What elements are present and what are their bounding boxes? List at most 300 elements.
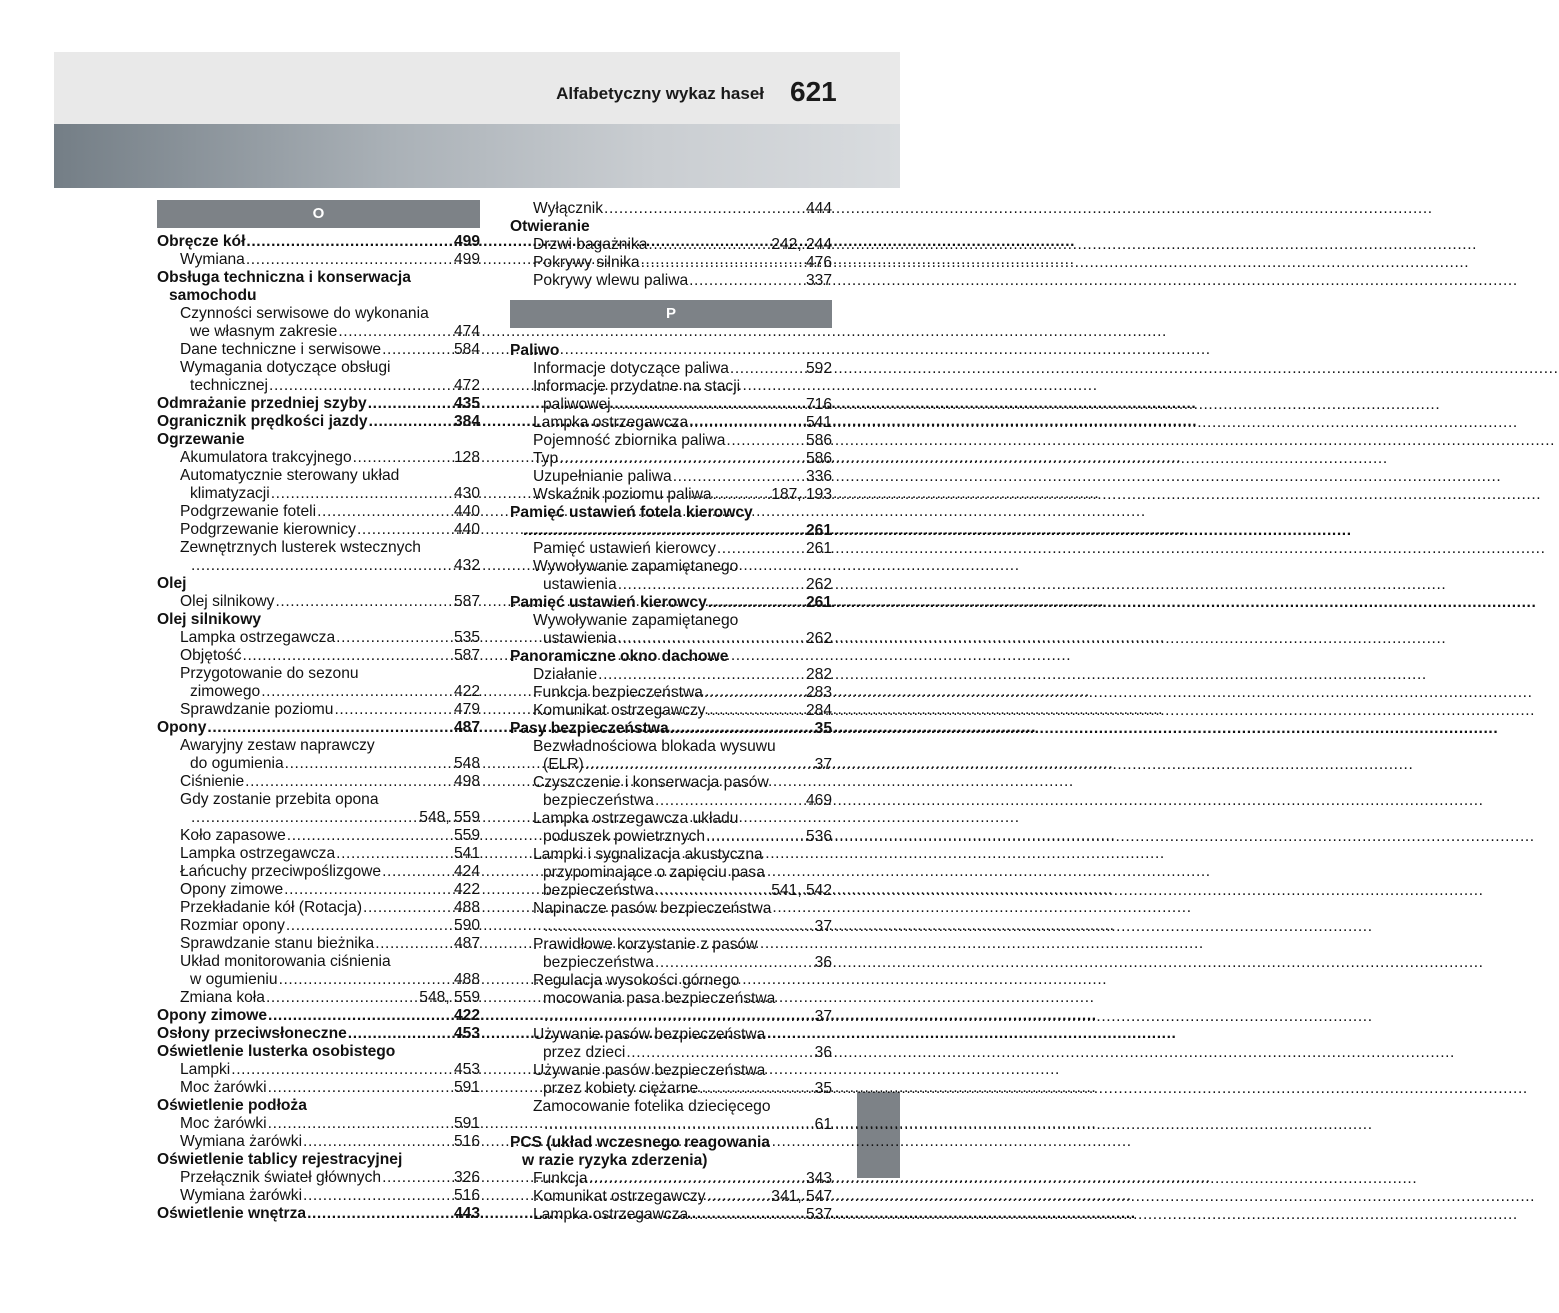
index-sub-entry — [157, 377, 480, 395]
section-header-o: O — [157, 200, 480, 228]
index-sub-entry — [157, 971, 480, 989]
index-main-entry — [510, 218, 832, 236]
page-reference: 440 — [453, 521, 480, 538]
index-sub-entry — [510, 990, 832, 1008]
dot-leader — [303, 1133, 453, 1151]
entry-label: Obręcze kół — [157, 233, 246, 250]
index-sub-entry — [510, 1008, 832, 1026]
dot-leader — [626, 1044, 813, 1062]
entry-label: Odmrażanie przedniej szyby — [157, 395, 367, 412]
dot-leader — [191, 809, 418, 827]
dot-leader — [207, 719, 453, 737]
entry-label: Łańcuchy przeciwpoślizgowe — [180, 863, 382, 880]
index-main-entry — [157, 1007, 480, 1025]
page-reference: 37 — [814, 756, 832, 773]
page-reference: 548, 559 — [419, 989, 480, 1006]
page-reference: 479 — [453, 701, 480, 718]
entry-label: bezpieczeństwa — [543, 882, 654, 899]
page-reference: 586 — [805, 450, 832, 467]
dot-leader — [726, 432, 805, 450]
dot-leader — [285, 755, 453, 773]
page-reference: 498 — [453, 773, 480, 790]
index-sub-entry — [510, 432, 832, 450]
page-reference: 440 — [453, 503, 480, 520]
page-reference: 242, 244 — [771, 236, 832, 253]
dot-leader — [713, 486, 766, 504]
entry-label: bezpieczeństwa — [543, 954, 654, 971]
dot-leader — [231, 1061, 453, 1079]
index-main-entry — [510, 720, 832, 738]
entry-label: Pokrywy silnika — [533, 254, 640, 271]
index-sub-entry — [510, 558, 832, 576]
index-main-entry — [510, 342, 832, 360]
index-sub-entry — [510, 846, 832, 864]
dot-leader — [266, 989, 418, 1007]
page-reference: 37 — [814, 1008, 832, 1025]
entry-label: Opony — [157, 719, 207, 736]
index-main-entry — [157, 395, 480, 413]
index-main-entry — [157, 269, 480, 287]
page-reference: 499 — [453, 251, 480, 268]
entry-label: paliwowej — [543, 396, 611, 413]
index-column-left — [157, 200, 480, 1223]
section-header-p: P — [510, 300, 832, 328]
page-reference: 487 — [453, 935, 480, 952]
entry-label: Lampki — [180, 1061, 231, 1078]
page-reference: 262 — [805, 576, 832, 593]
page-reference: 422 — [453, 881, 480, 898]
entry-label: Pamięć ustawień kierowcy — [533, 540, 716, 557]
entry-label: Otwieranie — [510, 218, 590, 235]
entry-label: Podgrzewanie kierownicy — [180, 521, 356, 538]
index-sub-entry — [510, 468, 832, 486]
entry-label: Paliwo — [510, 342, 560, 359]
index-main-entry — [510, 504, 832, 522]
dot-leader — [191, 557, 453, 575]
index-sub-entry — [157, 989, 480, 1007]
index-sub-entry — [510, 738, 832, 756]
entry-label: Ciśnienie — [180, 773, 245, 790]
dot-leader — [689, 1206, 805, 1224]
index-sub-entry — [157, 629, 480, 647]
entry-label: Moc żarówki — [180, 1115, 267, 1132]
entry-label: Pasy bezpieczeństwa — [510, 720, 669, 737]
dot-leader — [268, 1007, 453, 1025]
page-reference: 282 — [805, 666, 832, 683]
entry-label: Wywoływanie zapamiętanego — [533, 558, 739, 575]
index-main-entry — [157, 233, 480, 251]
dot-leader — [271, 485, 453, 503]
dot-leader — [317, 503, 453, 521]
entry-label: Automatycznie sterowany układ — [180, 467, 400, 484]
index-sub-entry — [157, 737, 480, 755]
dot-leader — [375, 935, 453, 953]
index-sub-entry — [510, 1026, 832, 1044]
index-sub-entry — [157, 701, 480, 719]
index-sub-entry — [510, 1170, 832, 1188]
entry-label: Panoramiczne okno dachowe — [510, 648, 729, 665]
entry-label: (ELR) — [543, 756, 584, 773]
index-main-entry — [157, 413, 480, 431]
entry-label: Olej — [157, 575, 187, 592]
entry-label: ustawienia — [543, 576, 617, 593]
index-main-entry — [157, 1151, 480, 1169]
page-reference: 584 — [453, 341, 480, 358]
dot-leader — [284, 881, 453, 899]
index-sub-entry — [157, 359, 480, 377]
index-sub-entry — [157, 791, 480, 809]
index-sub-entry — [510, 486, 832, 504]
entry-label: Oświetlenie tablicy rejestracyjnej — [157, 1151, 403, 1168]
entry-label: przypominające o zapięciu pasa — [543, 864, 765, 881]
page-reference: 336 — [805, 468, 832, 485]
dot-leader — [559, 450, 805, 468]
index-main-entry — [510, 648, 832, 666]
entry-label: Czynności serwisowe do wykonania — [180, 305, 429, 322]
index-sub-entry — [510, 702, 832, 720]
entry-label: bezpieczeństwa — [543, 792, 654, 809]
entry-label: Olej silnikowy — [157, 611, 261, 628]
dot-leader — [382, 1169, 453, 1187]
index-sub-entry — [157, 1169, 480, 1187]
dot-leader — [368, 395, 453, 413]
dot-leader — [717, 540, 805, 558]
index-sub-entry — [510, 360, 832, 378]
entry-label: Pokrywy wlewu paliwa — [533, 272, 689, 289]
dot-leader — [706, 828, 805, 846]
index-sub-entry — [157, 881, 480, 899]
entry-label: Gdy zostanie przebita opona — [180, 791, 379, 808]
page-number: 621 — [790, 76, 837, 107]
entry-label: Wymagania dotyczące obsługi — [180, 359, 391, 376]
dot-leader — [589, 1170, 805, 1188]
entry-label: Rozmiar opony — [180, 917, 285, 934]
entry-label: Używanie pasów bezpieczeństwa — [533, 1062, 766, 1079]
entry-label: ustawienia — [543, 630, 617, 647]
index-sub-entry — [157, 539, 480, 557]
page-reference: 261 — [805, 594, 832, 611]
entry-label: poduszek powietrznych — [543, 828, 706, 845]
index-sub-entry — [157, 593, 480, 611]
entry-label: klimatyzacji — [190, 485, 270, 502]
dot-leader — [689, 272, 805, 290]
entry-label: Wymiana żarówki — [180, 1187, 303, 1204]
index-main-entry — [510, 522, 832, 540]
entry-label: Zmiana koła — [180, 989, 265, 1006]
page-reference: 443 — [453, 1205, 480, 1222]
page-reference: 474 — [453, 323, 480, 340]
index-sub-entry — [510, 1080, 832, 1098]
index-sub-entry — [510, 1062, 832, 1080]
index-sub-entry — [510, 272, 832, 290]
dot-leader — [612, 396, 805, 414]
dot-leader — [598, 666, 805, 684]
dot-leader — [338, 323, 453, 341]
index-main-entry — [510, 1152, 832, 1170]
entry-label: Obsługa techniczna i konserwacja — [157, 269, 411, 286]
index-sub-entry — [157, 503, 480, 521]
dot-leader — [704, 684, 805, 702]
entry-label: Akumulatora trakcyjnego — [180, 449, 352, 466]
entry-label: Wymiana żarówki — [180, 1133, 303, 1150]
page-reference: 343 — [805, 1170, 832, 1187]
entry-label: Pojemność zbiornika paliwa — [533, 432, 726, 449]
page-reference: 590 — [453, 917, 480, 934]
index-main-entry — [157, 431, 480, 449]
index-sub-entry — [157, 1061, 480, 1079]
dot-leader — [648, 236, 770, 254]
index-sub-entry — [510, 254, 832, 272]
entry-label: Bezwładnościowa blokada wysuwu — [533, 738, 776, 755]
index-sub-entry — [157, 935, 480, 953]
page-reference: 37 — [814, 918, 832, 935]
page-reference: 559 — [453, 827, 480, 844]
dot-leader — [243, 647, 453, 665]
index-sub-entry — [510, 1206, 832, 1224]
dot-leader — [706, 702, 805, 720]
dot-leader — [655, 882, 770, 900]
page-reference: 541, 542 — [771, 882, 832, 899]
entry-label: Wyłącznik — [533, 200, 604, 217]
entry-label: Przełącznik świateł głównych — [180, 1169, 382, 1186]
page-reference: 516 — [453, 1133, 480, 1150]
entry-label: Przygotowanie do sezonu — [180, 665, 359, 682]
entry-label: Napinacze pasów bezpieczeństwa — [533, 900, 772, 917]
dot-leader — [544, 1116, 814, 1134]
page-reference: 422 — [453, 1007, 480, 1024]
index-sub-entry — [157, 521, 480, 539]
page-reference: 716 — [805, 396, 832, 413]
entry-label: Koło zapasowe — [180, 827, 286, 844]
entry-label: Sprawdzanie stanu bieżnika — [180, 935, 375, 952]
dot-leader — [369, 413, 453, 431]
page-reference: 469 — [805, 792, 832, 809]
index-sub-entry — [157, 1133, 480, 1151]
index-sub-entry — [510, 1098, 832, 1116]
entry-label: Typ — [533, 450, 559, 467]
dot-leader — [382, 863, 453, 881]
dot-leader — [268, 1079, 453, 1097]
dot-leader — [699, 1080, 813, 1098]
index-main-entry — [510, 594, 832, 612]
entry-label: Informacje dotyczące paliwa — [533, 360, 729, 377]
page-reference: 424 — [453, 863, 480, 880]
page-reference: 488 — [453, 971, 480, 988]
dot-leader — [618, 630, 805, 648]
entry-label: Pamięć ustawień fotela kierowcy — [510, 504, 753, 521]
index-sub-entry — [510, 612, 832, 630]
page-reference: 432 — [453, 557, 480, 574]
dot-leader — [706, 1188, 770, 1206]
dot-leader — [246, 251, 453, 269]
header-bar — [54, 52, 900, 124]
entry-label: Drzwi bagażnika — [533, 236, 648, 253]
entry-label: Ogrzewanie — [157, 431, 245, 448]
entry-label: Lampki i sygnalizacja akustyczna — [533, 846, 763, 863]
index-sub-entry — [157, 557, 480, 575]
index-sub-entry — [510, 810, 832, 828]
index-sub-entry — [510, 954, 832, 972]
entry-label: Olej silnikowy — [180, 593, 275, 610]
page-reference: 36 — [814, 1044, 832, 1061]
entry-label: Prawidłowe korzystanie z pasów — [533, 936, 758, 953]
entry-label: Przekładanie kół (Rotacja) — [180, 899, 363, 916]
dot-leader — [287, 827, 453, 845]
page-reference: 284 — [805, 702, 832, 719]
page-reference: 337 — [805, 272, 832, 289]
dot-leader — [261, 683, 453, 701]
entry-label: Awaryjny zestaw naprawczy — [180, 737, 375, 754]
page-reference: 535 — [453, 629, 480, 646]
dot-leader — [348, 1025, 453, 1043]
index-main-entry — [157, 1025, 480, 1043]
index-sub-entry — [157, 1115, 480, 1133]
entry-label: Lampka ostrzegawcza — [180, 629, 336, 646]
entry-label: Układ monitorowania ciśnienia — [180, 953, 391, 970]
index-entries-p — [510, 342, 832, 1224]
entry-label: Czyszczenie i konserwacja pasów — [533, 774, 769, 791]
index-sub-entry — [510, 1188, 832, 1206]
entry-label: Wymiana — [180, 251, 245, 268]
dot-leader — [585, 756, 814, 774]
index-sub-entry — [157, 467, 480, 485]
index-sub-entry — [510, 630, 832, 648]
page-reference: 453 — [453, 1061, 480, 1078]
index-column-right — [510, 200, 832, 1224]
dot-leader — [334, 701, 453, 719]
dot-leader — [245, 773, 453, 791]
dot-leader — [269, 377, 453, 395]
index-entries-o-continued — [510, 200, 832, 290]
entry-label: technicznej — [190, 377, 269, 394]
dot-leader — [336, 629, 453, 647]
index-sub-entry — [510, 936, 832, 954]
dot-leader — [641, 254, 805, 272]
page-reference: 587 — [453, 647, 480, 664]
index-sub-entry — [157, 827, 480, 845]
entry-label: Regulacja wysokości górnego — [533, 972, 740, 989]
index-sub-entry — [157, 323, 480, 341]
dot-leader — [655, 954, 814, 972]
page-reference: 35 — [814, 720, 832, 737]
dot-leader — [673, 468, 805, 486]
entry-label: Informacje przydatne na stacji — [533, 378, 741, 395]
dot-leader — [268, 1115, 453, 1133]
dot-leader — [357, 521, 453, 539]
entry-label: we własnym zakresie — [190, 323, 338, 340]
page-reference: 61 — [814, 1116, 832, 1133]
dot-leader — [604, 200, 805, 218]
entry-label: Moc żarówki — [180, 1079, 267, 1096]
entry-label: Oświetlenie wnętrza — [157, 1205, 307, 1222]
index-sub-entry — [157, 953, 480, 971]
entry-label: Lampka ostrzegawcza — [180, 845, 336, 862]
page-reference: 476 — [805, 254, 832, 271]
entry-label: Zewnętrznych lusterek wstecznych — [180, 539, 421, 556]
dot-leader — [246, 233, 453, 251]
index-main-entry — [157, 575, 480, 593]
index-sub-entry — [510, 1044, 832, 1062]
entry-label: Wywoływanie zapamiętanego — [533, 612, 739, 629]
index-main-entry — [157, 719, 480, 737]
entry-label: Opony zimowe — [180, 881, 284, 898]
page-reference: 341, 547 — [771, 1188, 832, 1205]
entry-label: Lampka ostrzegawcza układu — [533, 810, 739, 827]
page-reference: 591 — [453, 1115, 480, 1132]
dot-leader — [670, 720, 814, 738]
page-reference: 435 — [453, 395, 480, 412]
entry-label: Oświetlenie lusterka osobistego — [157, 1043, 396, 1060]
entry-label: Podgrzewanie foteli — [180, 503, 317, 520]
page-reference: 472 — [453, 377, 480, 394]
page-reference: .187, 193 — [766, 486, 832, 503]
page-reference: 430 — [453, 485, 480, 502]
index-sub-entry — [510, 900, 832, 918]
page-reference: 541 — [805, 414, 832, 431]
page-reference: 592 — [805, 360, 832, 377]
entry-label: Zamocowanie fotelika dziecięcego — [533, 1098, 771, 1115]
dot-leader — [382, 341, 453, 359]
page-reference: 499 — [453, 233, 480, 250]
entry-label: przez dzieci — [543, 1044, 626, 1061]
entry-label: w razie ryzyka zderzenia) — [522, 1152, 708, 1169]
page-reference: 586 — [805, 432, 832, 449]
entry-label: mocowania pasa bezpieczeństwa — [543, 990, 776, 1007]
dot-leader — [286, 917, 453, 935]
index-sub-entry — [510, 450, 832, 468]
index-sub-entry — [510, 666, 832, 684]
index-sub-entry — [157, 755, 480, 773]
page-reference: 35 — [814, 1080, 832, 1097]
index-sub-entry — [157, 485, 480, 503]
index-sub-entry — [157, 1079, 480, 1097]
index-sub-entry — [157, 647, 480, 665]
entry-label: Wskaźnik poziomu paliwa — [533, 486, 712, 503]
index-sub-entry — [510, 378, 832, 396]
index-sub-entry — [510, 414, 832, 432]
dot-leader — [618, 576, 805, 594]
index-sub-entry — [157, 449, 480, 467]
page-reference: 487 — [453, 719, 480, 736]
entry-label: Lampka ostrzegawcza — [533, 414, 689, 431]
entry-label: zimowego — [190, 683, 261, 700]
dot-leader — [544, 918, 814, 936]
index-sub-entry — [510, 864, 832, 882]
entry-label: Funkcja — [533, 1170, 588, 1187]
index-sub-entry — [510, 918, 832, 936]
entry-label: Używanie pasów bezpieczeństwa — [533, 1026, 766, 1043]
page-reference: 262 — [805, 630, 832, 647]
page-reference: 591 — [453, 1079, 480, 1096]
page-reference: 128 — [453, 449, 480, 466]
dot-leader — [655, 792, 805, 810]
page-reference: 384 — [453, 413, 480, 430]
index-main-entry — [157, 287, 480, 305]
page-reference: 537 — [805, 1206, 832, 1223]
dot-leader — [730, 360, 805, 378]
index-sub-entry — [157, 863, 480, 881]
dot-leader — [303, 1187, 453, 1205]
index-main-entry — [510, 1134, 832, 1152]
entry-label: samochodu — [169, 287, 257, 304]
dot-leader — [353, 449, 453, 467]
index-sub-entry — [157, 809, 480, 827]
page-reference: 444 — [805, 200, 832, 217]
index-sub-entry — [157, 773, 480, 791]
index-sub-entry — [157, 917, 480, 935]
page-reference: 261 — [805, 522, 832, 539]
header-gradient-band — [54, 124, 900, 188]
